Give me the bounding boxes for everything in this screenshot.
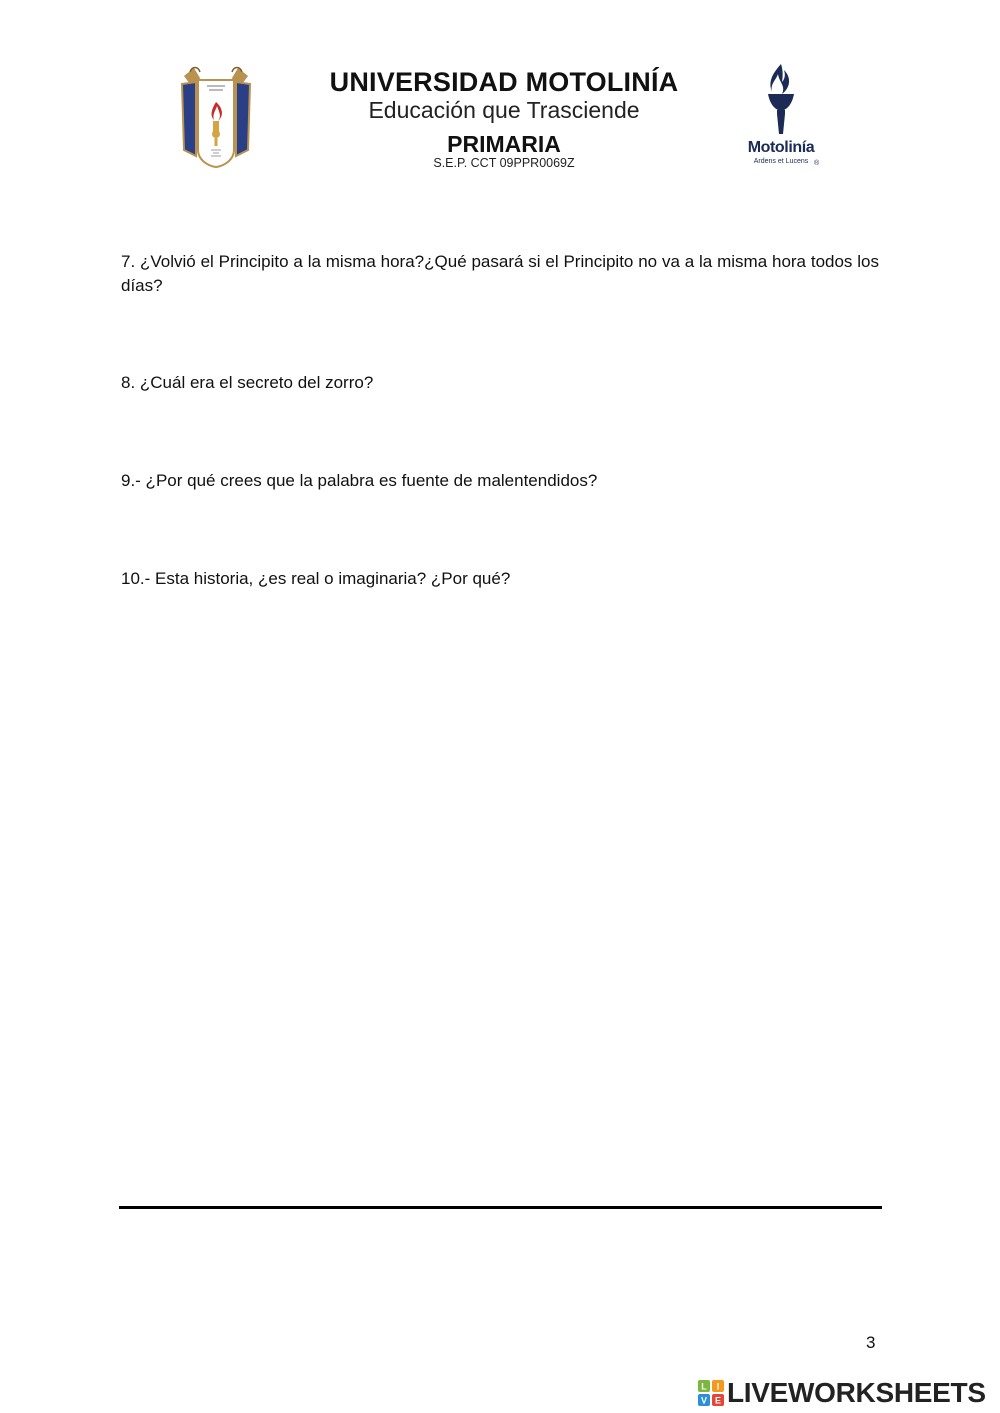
torch-logo-name: Motolinía [747, 139, 815, 156]
question-10: 10.- Esta historia, ¿es real o imaginaria? ¿Por qué? [121, 569, 511, 588]
sep-cct-code: S.E.P. CCT 09PPR0069Z [433, 156, 575, 170]
question-9: 9.- ¿Por qué crees que la palabra es fuente de malentendidos? [121, 471, 598, 490]
torch-icon [762, 64, 800, 136]
university-crest-logo [178, 64, 254, 168]
svg-text:V: V [700, 1395, 708, 1406]
svg-text:L: L [701, 1381, 707, 1392]
torch-logo-tagline: Ardens et Lucens [753, 158, 809, 165]
school-header [300, 66, 708, 170]
page-number: 3 [866, 1333, 876, 1352]
footer-divider [119, 1206, 882, 1209]
school-level: PRIMARIA [447, 131, 561, 157]
svg-text:I: I [716, 1381, 720, 1392]
university-motto: Educación que Trasciende [368, 97, 640, 123]
liveworksheets-wordmark: LIVEWORKSHEETS [727, 1377, 986, 1408]
question-8: 8. ¿Cuál era el secreto del zorro? [121, 373, 374, 392]
liveworksheets-watermark [698, 1378, 986, 1408]
liveworksheets-icon [698, 1380, 724, 1406]
motolinia-torch-logo [738, 64, 824, 172]
question-7: 7. ¿Volvió el Principito a la misma hora?¿Qué pasará si el Principito no va a la misma hora todos los días? [121, 252, 879, 295]
svg-text:E: E [714, 1395, 722, 1406]
registered-mark: ® [814, 160, 820, 167]
university-name: UNIVERSIDAD MOTOLINÍA [329, 67, 679, 97]
